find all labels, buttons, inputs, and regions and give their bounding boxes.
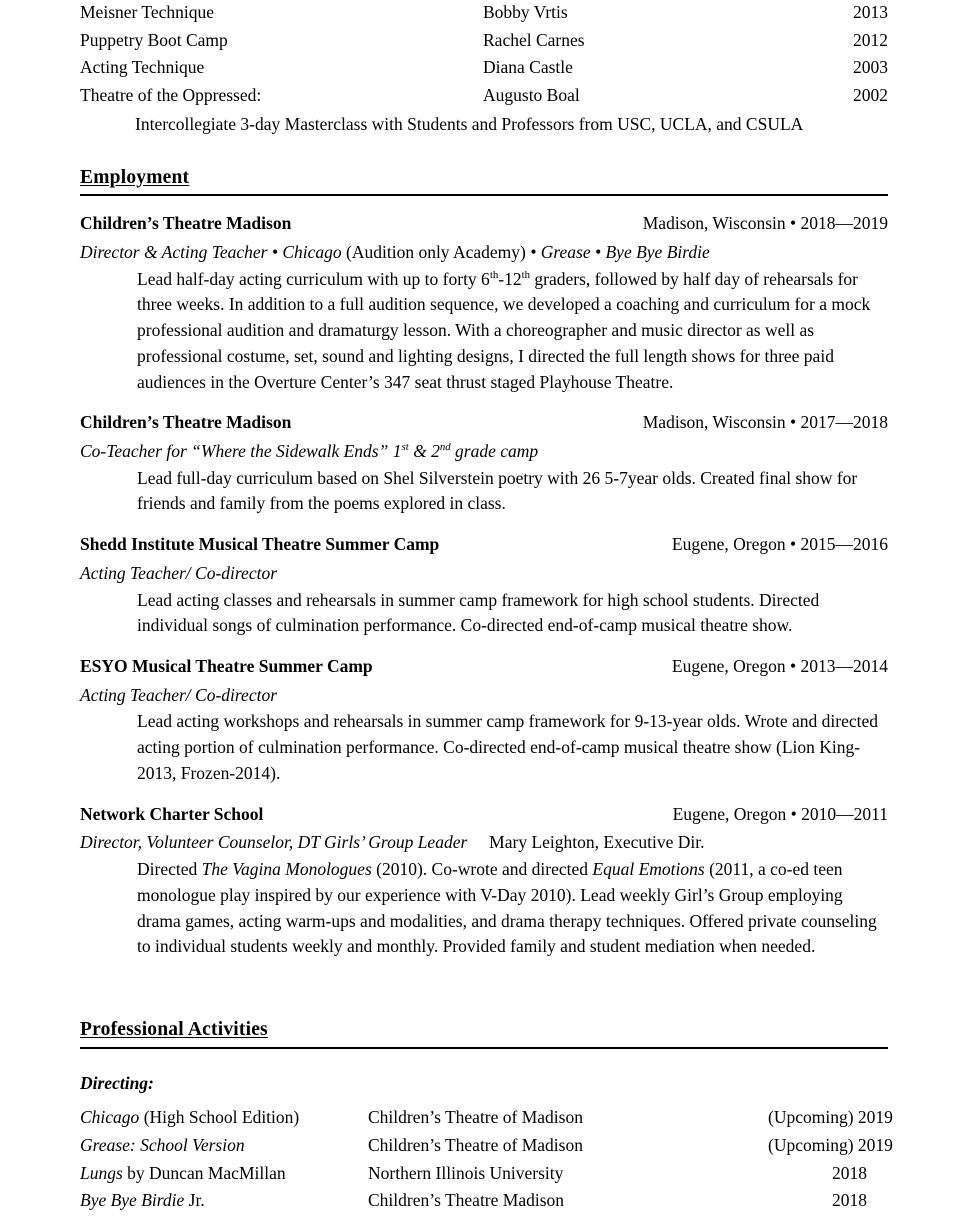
table-row [0, 1161, 980, 1189]
employment-entry [0, 654, 980, 787]
employment-role [80, 240, 888, 266]
production-title: Bye Bye Birdie [80, 1190, 185, 1211]
employment-description: Lead acting workshops and rehearsals in summer camp framework for 9-13-year olds. Wrote and directed acting portion of culmination performance. Co-directed end-of-camp musical theatre show (Lion King-2013, Frozen-2014). [137, 711, 878, 783]
production-venue: Children’s Theatre Madison [368, 1190, 565, 1211]
production-venue: Northern Illinois University [368, 1162, 564, 1183]
production-year: (Upcoming) 2019 [768, 1107, 893, 1128]
description-segment: (2010). Co-wrote and directed [371, 859, 593, 880]
ordinal-suffix: nd [439, 441, 451, 454]
production-title-cell [0, 1133, 368, 1161]
table-row [0, 28, 980, 56]
entry-header [80, 211, 888, 237]
employment-location-dates: Madison, Wisconsin • 2017—2018 [642, 412, 888, 433]
employment-role: Acting Teacher/ Co-director [80, 684, 278, 705]
employment-description [80, 857, 888, 960]
description-segment: (2011, a co-ed teen monologue play inspired by our experience with V-Day 2010). Lead weekly Girl’s Group employing drama games, acting warm-ups and modalities, and drama therapy techniques. Offered private counseling to individual students weekly and monthly. Provided family and student mediation when needed. [137, 859, 877, 957]
production-title: Chicago [80, 1107, 140, 1128]
training-note: Intercollegiate 3-day Masterclass with Students and Professors from USC, UCLA, and CSULA [135, 113, 804, 134]
directing-table [0, 1105, 980, 1216]
employment-entry [0, 532, 980, 639]
directing-table-body [0, 1105, 980, 1216]
production-year: 2018 [832, 1190, 867, 1211]
section-divider [80, 194, 888, 196]
employment-role: Co-Teacher for “Where the Sidewalk Ends” 1st & 2nd grade camp [80, 441, 539, 461]
section-spacer [0, 960, 980, 990]
description-segment: Directed [137, 859, 202, 880]
production-title-suffix: by Duncan MacMillan [122, 1162, 286, 1183]
training-course: Acting Technique [80, 57, 205, 78]
production-title: Equal Emotions [592, 859, 705, 880]
employment-location-dates: Madison, Wisconsin • 2018—2019 [642, 213, 888, 234]
production-title-cell [0, 1161, 368, 1189]
training-year: 2013 [853, 2, 888, 22]
employer-name: Network Charter School [80, 803, 264, 824]
production-title-suffix: (High School Edition) [139, 1107, 300, 1128]
employment-entry [0, 211, 980, 395]
training-year: 2012 [853, 29, 888, 50]
production-year: 2018 [832, 1162, 867, 1183]
training-instructor: Bobby Vrtis [483, 2, 568, 22]
employer-name: Children’s Theatre Madison [80, 412, 292, 433]
table-row [0, 83, 980, 111]
role-segment: Director & Acting Teacher • Chicago [80, 241, 347, 262]
production-venue: Children’s Theatre of Madison [368, 1107, 583, 1128]
supervisor-name: Mary Leighton, Executive Dir. [489, 832, 705, 853]
employment-location-dates: Eugene, Oregon • 2013—2014 [671, 656, 888, 677]
production-year: (Upcoming) 2019 [768, 1135, 893, 1156]
employer-name: Children’s Theatre Madison [80, 213, 292, 234]
table-row [0, 0, 980, 28]
employment-role [80, 830, 888, 856]
table-row [0, 1188, 980, 1216]
employment-description: Lead full-day curriculum based on Shel Silverstein poetry with 26 5-7year olds. Created final show for friends and family from the poems explored in class. [137, 467, 858, 514]
table-row [0, 1133, 980, 1161]
entry-header [80, 410, 888, 436]
training-year: 2002 [853, 85, 888, 106]
role-supervisor [467, 832, 704, 852]
production-title-cell [0, 1105, 368, 1133]
training-instructor: Rachel Carnes [483, 29, 585, 50]
employment-location-dates: Eugene, Oregon • 2010—2011 [672, 803, 888, 824]
employer-name: ESYO Musical Theatre Summer Camp [80, 656, 373, 677]
training-course: Meisner Technique [80, 2, 215, 22]
entry-header [80, 654, 888, 680]
role-segment: • Grease • Bye Bye Birdie [525, 241, 710, 262]
training-instructor: Diana Castle [483, 57, 573, 78]
section-title-employment: Employment [80, 166, 190, 188]
employer-name: Shedd Institute Musical Theatre Summer Camp [80, 534, 440, 555]
subsection-label-directing: Directing: [80, 1072, 154, 1093]
production-title-cell [0, 1188, 368, 1216]
employment-entry [0, 410, 980, 517]
section-divider [80, 1047, 888, 1049]
entry-header [80, 532, 888, 558]
ordinal-suffix: th [489, 268, 499, 281]
training-course: Puppetry Boot Camp [80, 29, 228, 50]
role-segment: (Audition only Academy) [346, 241, 526, 262]
employment-entry [0, 802, 980, 960]
section-title-professional-activities: Professional Activities [80, 1018, 268, 1040]
employment-description: Lead half-day acting curriculum with up to forty 6th-12th graders, followed by half day of rehearsals for three weeks. In addition to a full audition sequence, we developed a coaching and curriculum for a mock professional audition and dramaturgy lesson. With a choreographer and music director as well as professional costume, set, sound and lighting designs, I directed the full length shows for three paid audiences in the Overture Center’s 347 seat thrust staged Playhouse Theatre. [137, 268, 871, 392]
production-title: The Vagina Monologues [201, 859, 372, 880]
employment-location-dates: Eugene, Oregon • 2015—2016 [671, 534, 888, 555]
employment-role: Acting Teacher/ Co-director [80, 562, 278, 583]
training-table-body [0, 0, 980, 111]
ordinal-suffix: th [521, 268, 531, 281]
training-course: Theatre of the Oppressed: [80, 85, 262, 106]
training-table [0, 0, 980, 111]
ordinal-suffix: st [401, 441, 409, 454]
employment-description: Lead acting classes and rehearsals in summer camp framework for high school students. Directed individual songs of culmination performance. Co-directed end-of-camp musical theatre show. [137, 589, 820, 636]
training-instructor: Augusto Boal [483, 85, 580, 106]
entry-header [80, 802, 888, 828]
role-title: Director, Volunteer Counselor, DT Girls’ Group Leader [80, 832, 468, 853]
table-row [0, 55, 980, 83]
table-row [0, 1105, 980, 1133]
professional-activities-section-header [0, 1016, 980, 1049]
training-year: 2003 [853, 57, 888, 78]
employment-section-header [0, 164, 980, 197]
production-title: Lungs [80, 1162, 123, 1183]
production-title-suffix: Jr. [184, 1190, 205, 1211]
production-title: Grease: School Version [80, 1135, 245, 1156]
production-venue: Children’s Theatre of Madison [368, 1135, 583, 1156]
